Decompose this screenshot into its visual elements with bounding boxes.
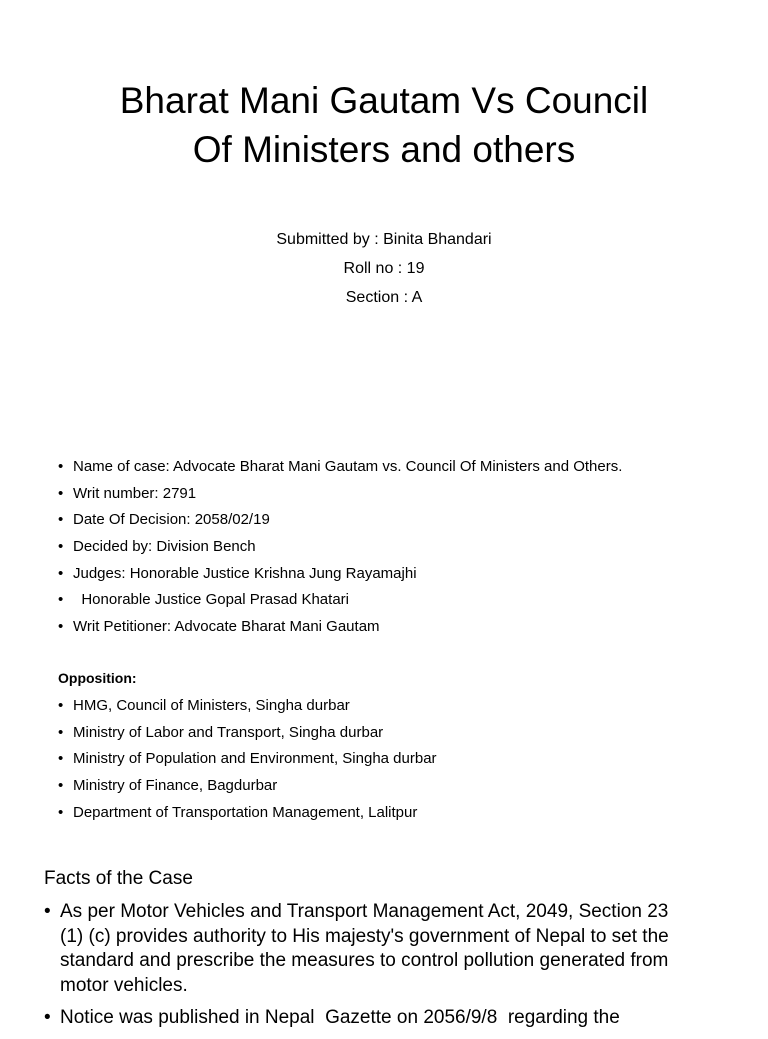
list-item: • Writ number: 2791 xyxy=(58,483,738,510)
facts-list xyxy=(44,900,694,1039)
bullet-icon: • xyxy=(44,901,51,922)
case-details xyxy=(58,456,738,643)
facts-heading: Facts of the Case xyxy=(44,868,193,889)
list-item: • HMG, Council of Ministers, Singha durbar xyxy=(58,695,738,722)
list-item: • Name of case: Advocate Bharat Mani Gautam vs. Council Of Ministers and Others. xyxy=(58,456,738,483)
list-item: • Department of Transportation Management, Lalitpur xyxy=(58,802,738,829)
roll-number: Roll no : 19 xyxy=(343,260,425,277)
opposition-list xyxy=(58,695,738,828)
bullet-icon: • xyxy=(58,777,64,795)
submitted-by: Submitted by : Binita Bhandari xyxy=(276,231,492,248)
page-title: Bharat Mani Gautam Vs Council Of Ministers and others xyxy=(119,80,649,170)
list-item: • Writ Petitioner: Advocate Bharat Mani Gautam xyxy=(58,616,738,643)
list-item: • Ministry of Labor and Transport, Singha durbar xyxy=(58,722,738,749)
list-item: • Date Of Decision: 2058/02/19 xyxy=(58,509,738,536)
list-item: • Honorable Justice Gopal Prasad Khatari xyxy=(58,589,738,616)
bullet-icon: • xyxy=(44,1007,51,1028)
list-item: • Decided by: Division Bench xyxy=(58,536,738,563)
bullet-icon: • xyxy=(58,723,64,741)
bullet-icon: • xyxy=(58,591,64,609)
list-item: • Ministry of Population and Environment, Singha durbar xyxy=(58,748,738,775)
bullet-icon: • xyxy=(58,750,64,768)
bullet-icon: • xyxy=(58,538,64,556)
list-item: • Ministry of Finance, Bagdurbar xyxy=(58,775,738,802)
bullet-icon: • xyxy=(58,618,64,636)
list-item: • Judges: Honorable Justice Krishna Jung Rayamajhi xyxy=(58,563,738,590)
bullet-icon: • xyxy=(58,458,64,475)
title-slide xyxy=(0,0,768,420)
list-item: • Notice was published in Nepal Gazette on 2056/9/8 regarding the xyxy=(44,1006,694,1031)
bullet-icon: • xyxy=(58,803,64,821)
opposition-heading: Opposition: xyxy=(58,670,137,686)
bullet-icon: • xyxy=(58,511,64,529)
list-item: • As per Motor Vehicles and Transport Management Act, 2049, Section 23 (1) (c) provides authority to His majesty's government of Nepal to set the standard and prescribe the measures to control pollution generated from motor vehicles. xyxy=(44,901,669,996)
section-label: Section : A xyxy=(345,289,423,306)
bullet-icon: • xyxy=(58,484,64,502)
bullet-icon: • xyxy=(58,564,64,582)
bullet-icon: • xyxy=(58,697,64,714)
